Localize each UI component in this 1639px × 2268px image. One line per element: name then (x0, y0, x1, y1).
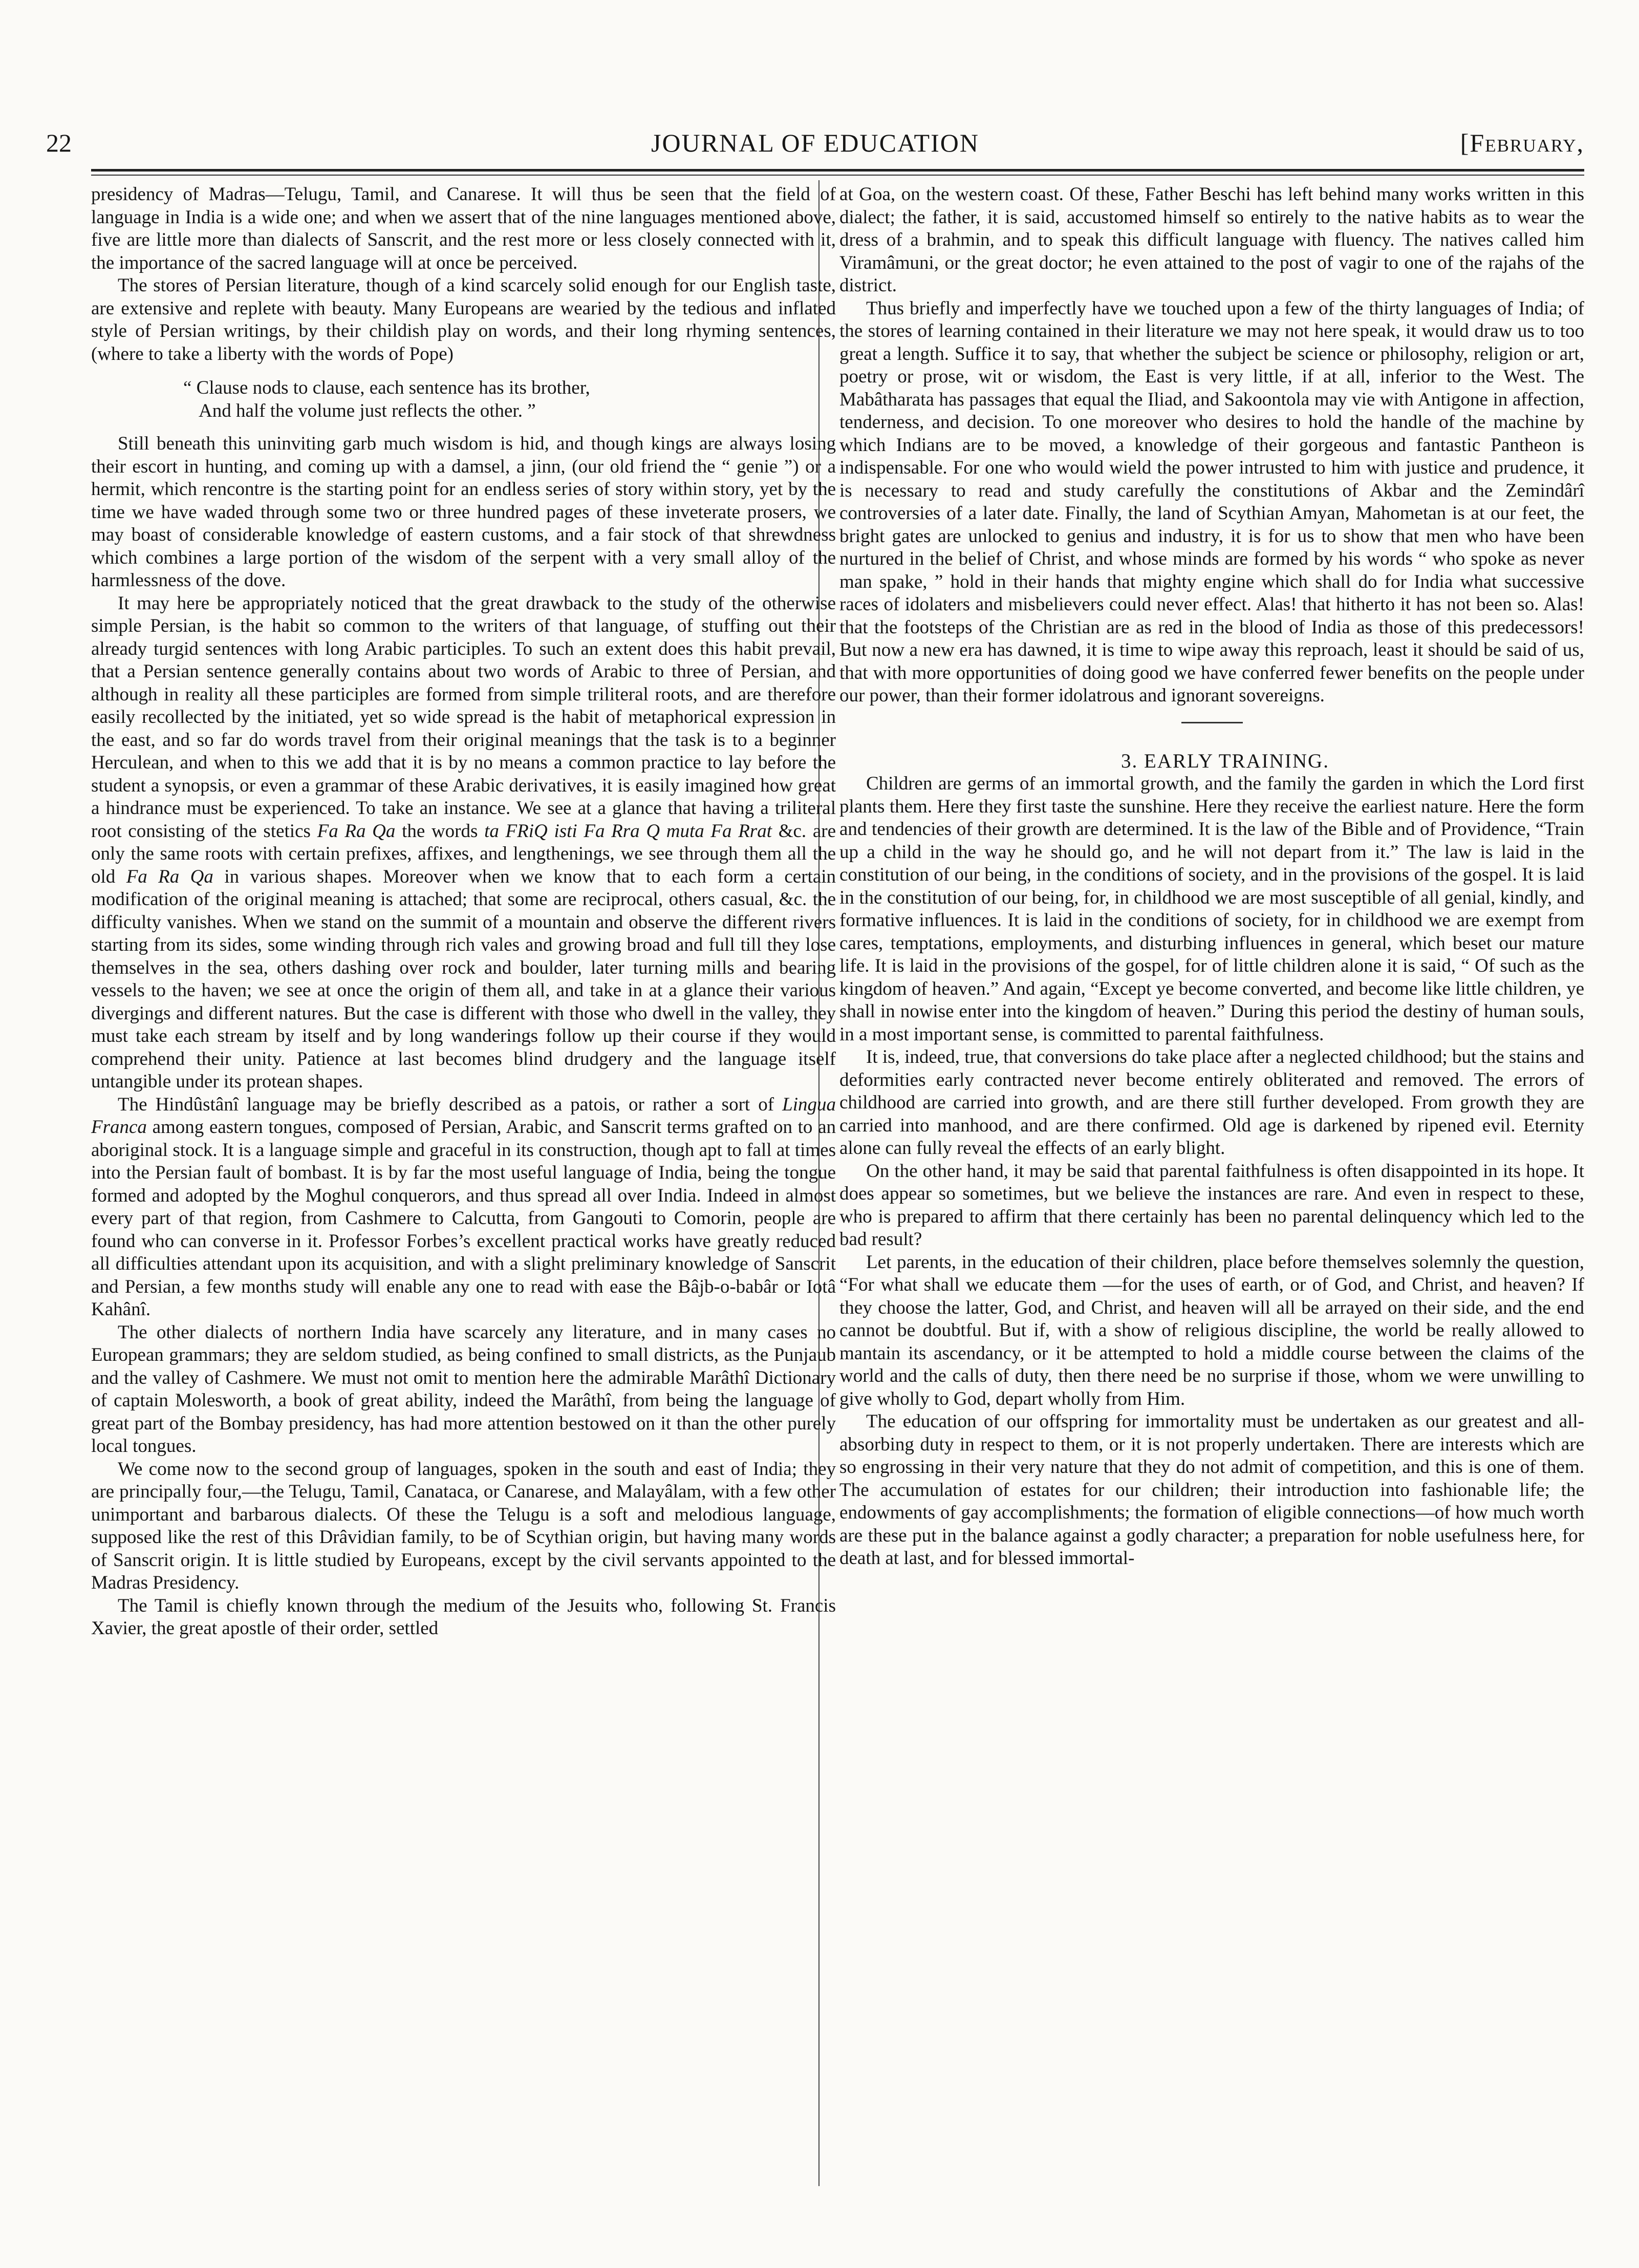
running-header (46, 126, 1584, 160)
journal-title: JOURNAL OF EDUCATION (651, 129, 979, 157)
paragraph: presidency of Madras—Telugu, Tamil, and Canarese. It will thus be seen that the field of language in India is a wide one; and when we assert that of the nine languages mentioned above, five are little more than dialects of Sanscrit, and the rest more or less closely connected with it, the importance of the sacred language will at once be perceived. (91, 184, 836, 273)
italic-term: Lingua Franca (91, 1094, 836, 1138)
text-run: The Hindûstânî language may be briefly described as a patois, or rather a sort of (118, 1094, 774, 1115)
italic-term: Fa Ra Qa (126, 866, 213, 887)
paragraph: Still beneath this uninviting garb much wisdom is hid, and though kings are always losing their escort in hunting, and coming up with a damsel, a jinn, (our old friend the “ genie ”) or a hermit, which rencontre is the starting point for an endless series of story within story, yet by the time we have waded through some two or three hundred pages of these inveterate prosers, we may boast of considerable knowledge of eastern customs, and a fair stock of that shrewdness which combines a large portion of the wisdom of the serpent with a very small alloy of the harmlessness of the dove. (91, 433, 836, 591)
quote-line: And half the volume just reflects the other. ” (199, 400, 536, 421)
page-number: 22 (46, 129, 72, 157)
text-run: It may here be appropriately noticed that the great drawback to the study of the otherwise simple Persian, is the habit so common to the writers of that language, of stuffing out their already turgid sentences with long Arabic participles. To such an extent does this habit prevail, that a Persian sentence generally contains about two words of Arabic to three of Persian, and although in reality all these participles are formed from simple triliteral roots, and are therefore easily recollected by the initiated, yet so wide spread is the habit of metaphorical expression in the east, and so far do words travel from their original meanings that the task is to a beginner Herculean, and when to this we add that it is by no means a common practice to lay before the student a synopsis, or even a grammar of these Arabic derivatives, it is easily imagined how great a hindrance must be experienced. To take an instance. We see at a glance that having a triliteral root consisting of the stetics (91, 592, 836, 842)
paragraph: The other dialects of northern India have scarcely any literature, and in many cases no European grammars; they are seldom studied, as being confined to small districts, as the Punjaub and the valley of Cashmere. We must not omit to mention here the admirable Marâthî Dictionary of captain Molesworth, a book of great ability, indeed the Marâthî, from being the language of great part of the Bombay presidency, has had more attention bestowed on it than the other purely local tongues. (91, 1321, 836, 1457)
left-column (91, 183, 836, 1640)
section-divider (1181, 722, 1243, 723)
issue-month: [February, (1460, 129, 1584, 157)
paragraph-arabic-derivatives (91, 592, 836, 1094)
quote-line: “ Clause nods to clause, each sentence has its brother, (183, 377, 590, 398)
paragraph: It is, indeed, true, that conversions do take place after a neglected childhood; but the stains and deformities early contracted never become entirely obliterated and removed. The errors of childhood are carried into growth, and are there still further developed. From growth they are carried into manhood, and are there confirmed. Old age is darkened by ripened evil. Eternity alone can fully reveal the effects of an early blight. (839, 1046, 1584, 1159)
paragraph: The stores of Persian literature, though of a kind scarcely solid enough for our English taste, are extensive and replete with beauty. Many Europeans are wearied by the tedious and inflated style of Persian writings, by their childish play on words, and their long rhyming sentences, (where to take a liberty with the words of Pope) (91, 275, 836, 365)
paragraph: Thus briefly and imperfectly have we touched upon a few of the thirty languages of India; of the stores of learning contained in their literature we may not here speak, it would draw us to too great a length. Suffice it to say, that whether the subject be science or philosophy, religion or art, poetry or prose, wit or wisdom, the East is very little, if at all, inferior to the West. The Mabâtharata has passages that equal the Iliad, and Sakoontola may vie with Antigone in affection, tenderness, and decision. To one moreover who desires to hold the handle of the machine by which Indians are to be moved, a knowledge of their gorgeous and fantastic Pantheon is indispensable. For one who would wield the power intrusted to him with justice and prudence, it is necessary to read and study carefully the constitutions of Akbar and the Zemindârî controversies of a later date. Finally, the land of Scythian Amyan, Mahometan is at our feet, the bright gates are unlocked to genius and industry, it is for us to show that men who have been nurtured in the belief of Christ, and whose minds are formed by his words “ who spoke as never man spake, ” hold in their hands that mighty engine which shall do for India what successive races of idolaters and misbelievers could never effect. Alas! that hitherto it has not been so. Alas! that the footsteps of the Christian are as red in the blood of India as those of this predecessors! But now a new era has dawned, it is time to wipe away this reproach, least it should be said of us, that with more opportunities of doing good we have conferred fewer benefits on the people under our power, than their former idolatrous and ignorant sovereigns. (839, 297, 1584, 706)
text-run: the words (402, 820, 478, 842)
paragraph: On the other hand, it may be said that parental faithfulness is often disappointed in its hope. It does appear so sometimes, but we believe the instances are rare. And even in respect to these, who is prepared to affirm that there certainly has been no parental delinquency which led to the bad result? (839, 1160, 1584, 1250)
right-column (839, 183, 1584, 1570)
pope-quotation (183, 377, 836, 422)
header-rule-thin (91, 175, 1584, 176)
text-run: in various shapes. Moreover when we know that to each form a certain modification of the original meaning is attached; that some are reciprocal, others casual, &c. the difficulty vanishes. When we stand on the summit of a mountain and observe the different rivers starting from its sides, some winding through rich vales and growing broad and full till they lose themselves in the sea, others dashing over rock and boulder, later turning mills and bearing vessels to the haven; we see at once the origin of them all, and take in at a glance their various divergings and different natures. But the case is different with those who dwell in the valley, they must take each stream by itself and by long wanderings follow up their course if they would comprehend their unity. Patience at last becomes blind drudgery and the language itself untangible under its protean shapes. (91, 866, 836, 1092)
paragraph: Children are germs of an immortal growth, and the family the garden in which the Lord first plants them. Here they first taste the sunshine. Here they receive the earliest nature. Here the form and tendencies of their growth are determined. It is the law of the Bible and of Providence, “Train up a child in the way he should go, and he will not depart from it.” The law is laid in the constitution of our being, in the conditions of society, and in the provisions of the gospel. It is laid in the constitution of our being, for, in childhood we are most susceptible of all genial, kindly, and formative influences. It is laid in the conditions of society, for in childhood we are exempt from cares, temptations, employments, and disturbing influences in general, which beset our mature life. It is laid in the provisions of the gospel, for of little children alone it is said, “ Of such as the kingdom of heaven.” And again, “Except ye become converted, and become like little children, ye shall in nowise enter into the kingdom of heaven.” During this period the destiny of human souls, in a most important sense, is committed to parental faithfulness. (839, 773, 1584, 1045)
paragraph: Let parents, in the education of their children, place before themselves solemnly the question, “For what shall we educate them —for the uses of earth, or of God, and Christ, and heaven? If they choose the latter, God, and Christ, and heaven will all be arrayed on their side, and the end cannot be doubtful. But if, with a show of religious discipline, the world be really allowed to mantain its ascendancy, or it be attempted to hold a middle course between the claims of the world and the calls of duty, then there need be no surprise if those, whom we were unwilling to give wholly to God, depart wholly from Him. (839, 1251, 1584, 1409)
paragraph: at Goa, on the western coast. Of these, Father Beschi has left behind many works written in this dialect; the father, it is said, accustomed himself so entirely to the native habits as to wear the dress of a brahmin, and to speak this difficult language with fluency. The natives called him Viramâmuni, or the great doctor; he even attained to the post of vagir to one of the rajahs of the district. (839, 184, 1584, 296)
italic-term: Fa Ra Qa (317, 820, 396, 842)
paragraph: We come now to the second group of languages, spoken in the south and east of India; they are principally four,—the Telugu, Tamil, Canataca, or Canarese, and Malayâlam, with a few other unimportant and barbarous dialects. Of these the Telugu is a soft and melodious language, supposed like the rest of this Drâvidian family, to be of Scythian origin, but having many words of Sanscrit origin. It is little studied by Europeans, except by the civil servants appointed to the Madras Presidency. (91, 1458, 836, 1593)
italic-term: ta FRiQ isti Fa Rra Q muta Fa Rrat (484, 820, 772, 842)
paragraph: The education of our offspring for immortality must be undertaken as our greatest and all-absorbing duty in respect to them, or it is not properly undertaken. There are interests which are so engrossing in their very nature that they do not admit of competition, and this is one of them. The accumulation of estates for our children; their introduction into fashionable life; the endowments of gay accomplishments; the formation of eligible connections—of how much worth are these put in the balance against a godly character; a preparation for noble usefulness here, for death at last, and for blessed immortal- (839, 1411, 1584, 1569)
paragraph: The Tamil is chiefly known through the medium of the Jesuits who, following St. Francis Xavier, the great apostle of their order, settled (91, 1595, 836, 1639)
text-run: among eastern tongues, composed of Persian, Arabic, and Sanscrit terms grafted on to an aboriginal stock. It is a language simple and graceful in its construction, though apt to fall at times into the Persian fault of bombast. It is by far the most useful language of India, being the tongue formed and adopted by the Moghul conquerors, and thus spread all over India. Indeed in almost every part of that region, from Cashmere to Calcutta, from Gangouti to Comorin, people are found who can converse in it. Professor Forbes’s excellent practical works have greatly reduced all difficulties attendant upon its acquisition, and with a slight preliminary knowledge of Sanscrit and Persian, a few months study will enable any one to read with ease the Bâjb-o-babâr or Iotâ Kahânî. (91, 1117, 836, 1320)
paragraph-hindustani (91, 1094, 836, 1321)
section-heading: 3. EARLY TRAINING. (1121, 750, 1329, 772)
header-rule-thick (91, 169, 1584, 172)
text-run: &c. are only the same roots with certain prefixes, affixes, and lengthenings, we see through them all the old (91, 820, 836, 887)
